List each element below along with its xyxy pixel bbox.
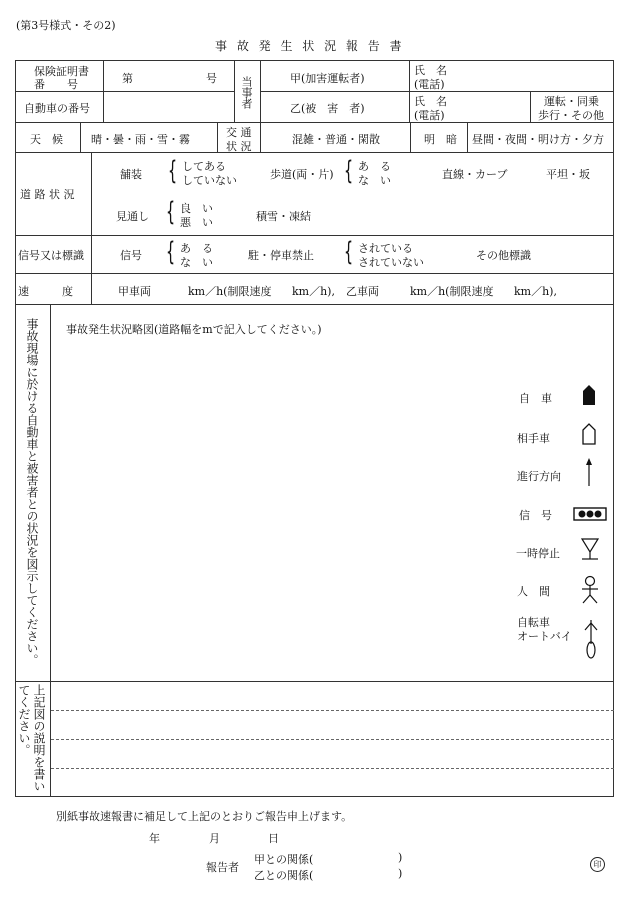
person-icon — [580, 575, 600, 605]
legend-bicycle: 自転車 — [517, 616, 550, 629]
explain-side-label-2: てください。 — [17, 684, 31, 756]
legend-person: 人 間 — [517, 585, 550, 598]
speed-label: 速 度 — [18, 285, 73, 298]
relation-otsu-close: ) — [398, 867, 403, 880]
time-options: 昼間・夜間・明け方・夕方 — [472, 133, 604, 146]
weather-options: 晴・曇・雨・雪・霧 — [91, 133, 190, 146]
legend-other-car: 相手車 — [517, 432, 550, 445]
insurance-no-label: 番 号 — [34, 78, 78, 91]
vehicle-no-label: 自動車の番号 — [24, 102, 90, 115]
day-label: 日 — [268, 832, 279, 845]
kou-label: 甲(加害運転者) — [290, 72, 365, 85]
brace: { — [344, 156, 354, 186]
traffic-label-2: 状 況 — [226, 140, 252, 153]
sidewalk-no: な い — [358, 174, 391, 187]
kou-speed-unit: km／h(制限速度 — [188, 285, 272, 298]
visibility-label: 見通し — [116, 210, 149, 223]
flat-slope-options: 平坦・坂 — [546, 168, 590, 181]
signal-no: な い — [180, 256, 213, 269]
otsu-label: 乙(被 害 者) — [290, 102, 365, 115]
month-label: 月 — [209, 832, 220, 845]
explain-line[interactable] — [51, 710, 614, 711]
visibility-good: 良 い — [180, 202, 213, 215]
marked-option: されている — [358, 242, 413, 255]
visibility-bad: 悪 い — [180, 216, 213, 229]
party-label: 当事者 — [240, 76, 253, 109]
walking-options: 歩行・その他 — [538, 109, 604, 122]
legend-direction: 進行方向 — [517, 470, 561, 483]
unmarked-option: されていない — [358, 256, 424, 269]
otsu-limit-unit: km／h), — [514, 285, 557, 298]
otsu-name-label: 氏 名 — [414, 95, 447, 108]
otsu-phone-label: (電話) — [414, 109, 445, 122]
other-signs-label: その他標識 — [476, 249, 531, 262]
unpaved-option: していない — [182, 174, 237, 187]
form-number: (第3号様式・その2) — [16, 19, 116, 32]
year-label: 年 — [149, 832, 160, 845]
relation-kou-label: 甲との関係( — [254, 853, 314, 866]
explain-side-label-1: 上記図の説明を書い — [32, 684, 46, 792]
brace: { — [166, 197, 176, 227]
sidewalk-label: 歩道(両・片) — [270, 168, 334, 181]
brace: { — [168, 156, 178, 186]
kou-name-label: 氏 名 — [414, 64, 447, 77]
signal-yes: あ る — [180, 242, 213, 255]
brace: { — [166, 237, 176, 267]
bicycle-icon — [581, 618, 601, 660]
diagram-instruction: 事故発生状況略図(道路幅をmで記入してください。) — [66, 323, 322, 336]
legend-own-car: 自 車 — [519, 392, 552, 405]
sidewalk-yes: あ る — [358, 160, 391, 173]
traffic-label-1: 交 通 — [226, 126, 252, 139]
paved-option: してある — [182, 160, 226, 173]
pavement-label: 舗装 — [120, 168, 142, 181]
road-label: 道 路 状 況 — [20, 188, 75, 201]
form-title: 事 故 発 生 状 況 報 告 書 — [215, 39, 405, 53]
insurance-label: 保険証明書 — [34, 65, 89, 78]
own-car-icon — [582, 384, 596, 406]
traffic-signal-icon — [573, 507, 607, 521]
no-parking-label: 駐・停車禁止 — [248, 249, 314, 262]
brace: { — [344, 237, 354, 267]
go-label: 号 — [206, 72, 217, 85]
direction-arrow-icon — [583, 457, 595, 487]
statement-text: 別紙事故速報書に補足して上記のとおりご報告申上げます。 — [56, 810, 353, 823]
kou-phone-label: (電話) — [414, 78, 445, 91]
other-car-icon — [582, 423, 596, 445]
seal-mark: 印 — [590, 857, 605, 872]
weather-label: 天 候 — [30, 133, 63, 146]
relation-otsu-label: 乙との関係( — [254, 869, 314, 882]
diagram-side-label: 事故現場に於ける自動車と被害者との状況を図示してください。 — [25, 318, 39, 666]
driving-options: 運転・同乗 — [544, 95, 599, 108]
legend-motorcycle: オートバイ — [517, 630, 572, 643]
traffic-options: 混雑・普通・閑散 — [292, 133, 380, 146]
brightness-label: 明 暗 — [424, 133, 457, 146]
straight-curve-options: 直線・カーブ — [442, 168, 508, 181]
relation-kou-close: ) — [398, 851, 403, 864]
kou-car-label: 甲車両 — [118, 285, 151, 298]
diagram-drawing-area[interactable] — [52, 340, 502, 678]
otsu-speed-unit: km／h(制限速度 — [410, 285, 494, 298]
stop-sign-icon — [579, 537, 601, 561]
reporter-label: 報告者 — [206, 861, 239, 874]
kou-limit-unit: km／h), — [292, 285, 335, 298]
explain-line[interactable] — [51, 739, 614, 740]
signal-sublabel: 信号 — [120, 249, 142, 262]
otsu-car-label: 乙車両 — [346, 285, 379, 298]
signal-label: 信号又は標識 — [18, 249, 84, 262]
legend-signal: 信 号 — [519, 509, 552, 522]
legend-stop: 一時停止 — [516, 547, 560, 560]
snow-ice-options: 積雪・凍結 — [256, 210, 311, 223]
dai-label: 第 — [122, 72, 133, 85]
explain-line[interactable] — [51, 768, 614, 769]
